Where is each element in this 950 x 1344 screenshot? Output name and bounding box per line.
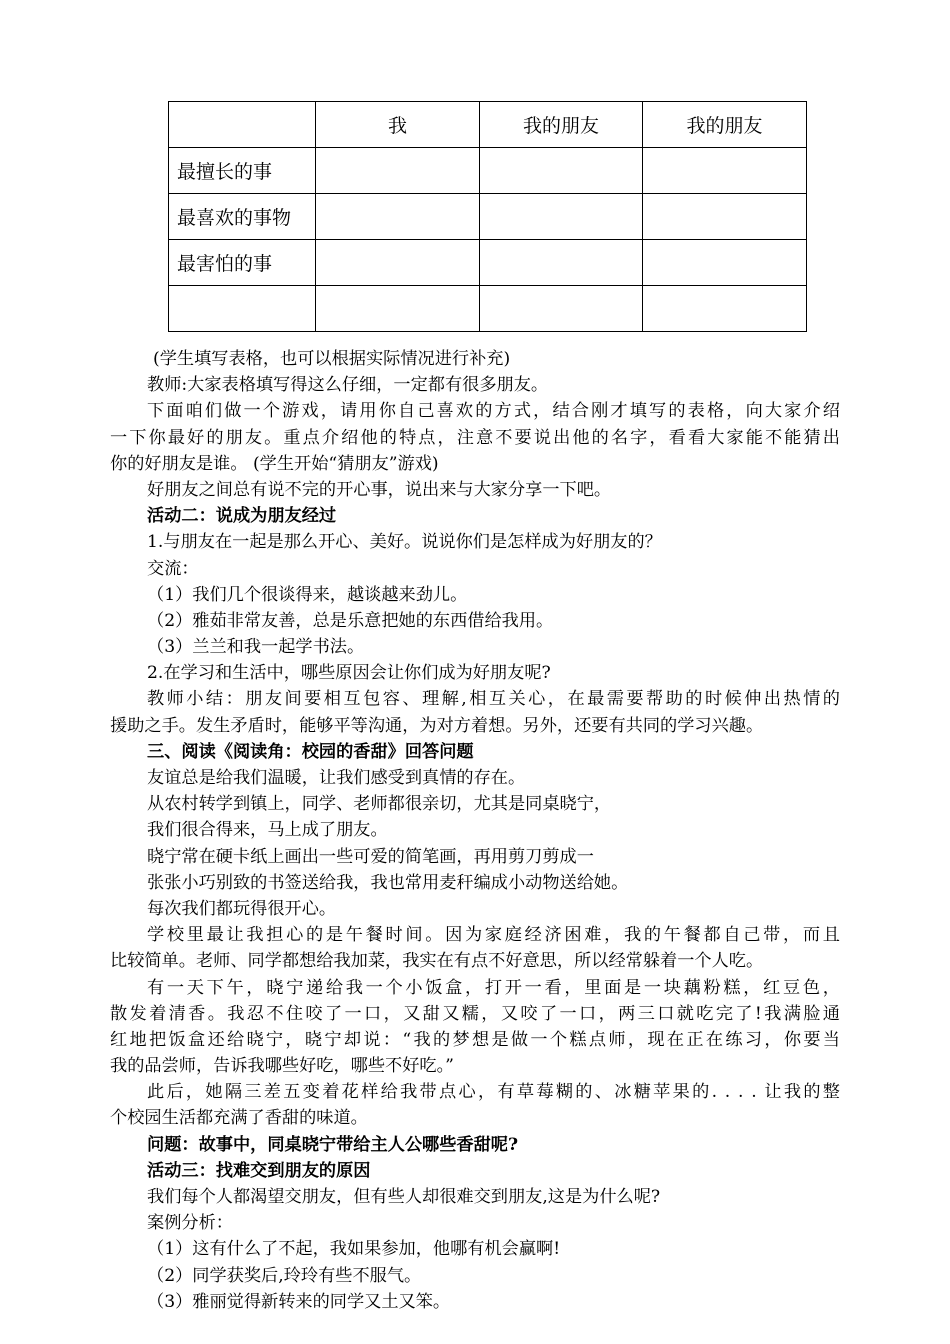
friend-survey-table: [168, 101, 807, 332]
table-row-label: [169, 286, 316, 332]
table-header-cell: [169, 102, 316, 148]
teacher-summary-line: 援助之手。发生矛盾时，能够平等沟通，为对方着想。另外，还要有共同的学习兴趣。: [110, 715, 764, 736]
table-row: [169, 286, 807, 332]
table-cell: [643, 194, 807, 240]
story-line: 个校园生活都充满了香甜的味道。: [110, 1108, 368, 1129]
game-instructions-line: 你的好朋友是谁。 (学生开始“猜朋友”游戏): [110, 453, 439, 474]
table-cell: [480, 240, 643, 286]
table-row: [169, 148, 807, 194]
list-item: （1）我们几个很谈得来，越谈越来劲儿。: [147, 584, 468, 605]
story-line: 散发着清香。我忍不住咬了一口，又甜又糯，又咬了一口，两三口就吃完了!我满脸通: [110, 1003, 840, 1024]
table-header-cell: 我的朋友: [480, 102, 643, 148]
table-cell: [316, 148, 480, 194]
table-row: [169, 194, 807, 240]
game-instructions-line: 下面咱们做一个游戏，请用你自己喜欢的方式，结合刚才填写的表格，向大家介绍: [147, 401, 840, 422]
activity-two-heading: 活动二：说成为朋友经过: [147, 506, 337, 527]
table-cell: [643, 286, 807, 332]
list-item: （1）这有什么了不起，我如果参加，他哪有机会赢啊!: [147, 1239, 561, 1260]
table-row-label: 最喜欢的事物: [169, 194, 316, 240]
table-cell: [316, 240, 480, 286]
list-item: （2）同学获奖后,玲玲有些不服气。: [147, 1265, 422, 1286]
table-header-cell: 我: [316, 102, 480, 148]
table-row-label: 最害怕的事: [169, 240, 316, 286]
list-item: （2）雅茹非常友善，总是乐意把她的东西借给我用。: [147, 610, 554, 631]
question-one: 1.与朋友在一起是那么开心、美好。说说你们是怎样成为好朋友的？: [147, 532, 662, 553]
section-three-heading: 三、阅读《阅读角：校园的香甜》回答问题: [147, 741, 474, 762]
story-line: 我们很合得来，马上成了朋友。: [147, 820, 388, 841]
activity-three-intro: 我们每个人都渴望交朋友，但有些人却很难交到朋友,这是为什么呢?: [147, 1187, 661, 1207]
story-line: 友谊总是给我们温暖，让我们感受到真情的存在。: [147, 768, 526, 788]
activity-three-heading: 活动三：找难交到朋友的原因: [147, 1160, 371, 1181]
teacher-summary-line: 教师小结：朋友间要相互包容、理解,相互关心，在最需要帮助的时候伸出热情的: [147, 689, 840, 710]
story-question: 问题：故事中，同桌晓宁带给主人公哪些香甜呢?: [147, 1134, 519, 1155]
teacher-remark: 教师:大家表格填写得这么仔细，一定都有很多朋友。: [147, 375, 549, 396]
story-line: 我的品尝师，告诉我哪些好吃，哪些不好吃。”: [110, 1056, 454, 1077]
table-cell: [480, 286, 643, 332]
table-row: [169, 240, 807, 286]
story-line: 张张小巧别致的书签送给我，我也常用麦秆编成小动物送给她。: [147, 872, 629, 893]
lesson-body-text: [110, 346, 840, 1315]
story-line: 学校里最让我担心的是午餐时间。因为家庭经济困难，我的午餐都自己带，而且: [147, 925, 840, 946]
story-line: 每次我们都玩得很开心。: [147, 898, 337, 919]
story-line: 从农村转学到镇上，同学、老师都很亲切，尤其是同桌晓宁，: [147, 794, 612, 815]
table-cell: [316, 194, 480, 240]
list-item: （3）雅丽觉得新转来的同学又土又笨。: [147, 1291, 451, 1312]
table-note: (学生填写表格，也可以根据实际情况进行补充): [153, 349, 511, 369]
table-cell: [643, 148, 807, 194]
story-line: 红地把饭盒还给晓宁，晓宁却说：“我的梦想是做一个糕点师，现在正在练习，你要当: [110, 1029, 840, 1050]
story-line: 晓宁常在硬卡纸上画出一些可爱的简笔画，再用剪刀剪成一: [147, 846, 594, 867]
story-line: 此后，她隔三差五变着花样给我带点心，有草莓糊的、冰糖苹果的. . . . 让我的整: [147, 1082, 840, 1103]
table-header-row: [169, 102, 807, 148]
table-cell: [480, 148, 643, 194]
question-two: 2.在学习和生活中，哪些原因会让你们成为好朋友呢?: [147, 663, 551, 684]
list-item: （3）兰兰和我一起学书法。: [147, 637, 365, 658]
share-prompt: 好朋友之间总有说不完的开心事，说出来与大家分享一下吧。: [147, 479, 612, 500]
case-analysis-label: 案例分析：: [147, 1213, 233, 1234]
table-cell: [643, 240, 807, 286]
exchange-label: 交流：: [147, 558, 199, 579]
table-cell: [316, 286, 480, 332]
table-header-cell: 我的朋友: [643, 102, 807, 148]
story-line: 有一天下午，晓宁递给我一个小饭盒，打开一看，里面是一块藕粉糕，红豆色，: [147, 977, 840, 998]
table-cell: [480, 194, 643, 240]
story-line: 比较简单。老师、同学都想给我加菜，我实在有点不好意思，所以经常躲着一个人吃。: [110, 951, 764, 972]
table-row-label: 最擅长的事: [169, 148, 316, 194]
game-instructions-line: 一下你最好的朋友。重点介绍他的特点，注意不要说出他的名字，看看大家能不能猜出: [110, 427, 840, 448]
